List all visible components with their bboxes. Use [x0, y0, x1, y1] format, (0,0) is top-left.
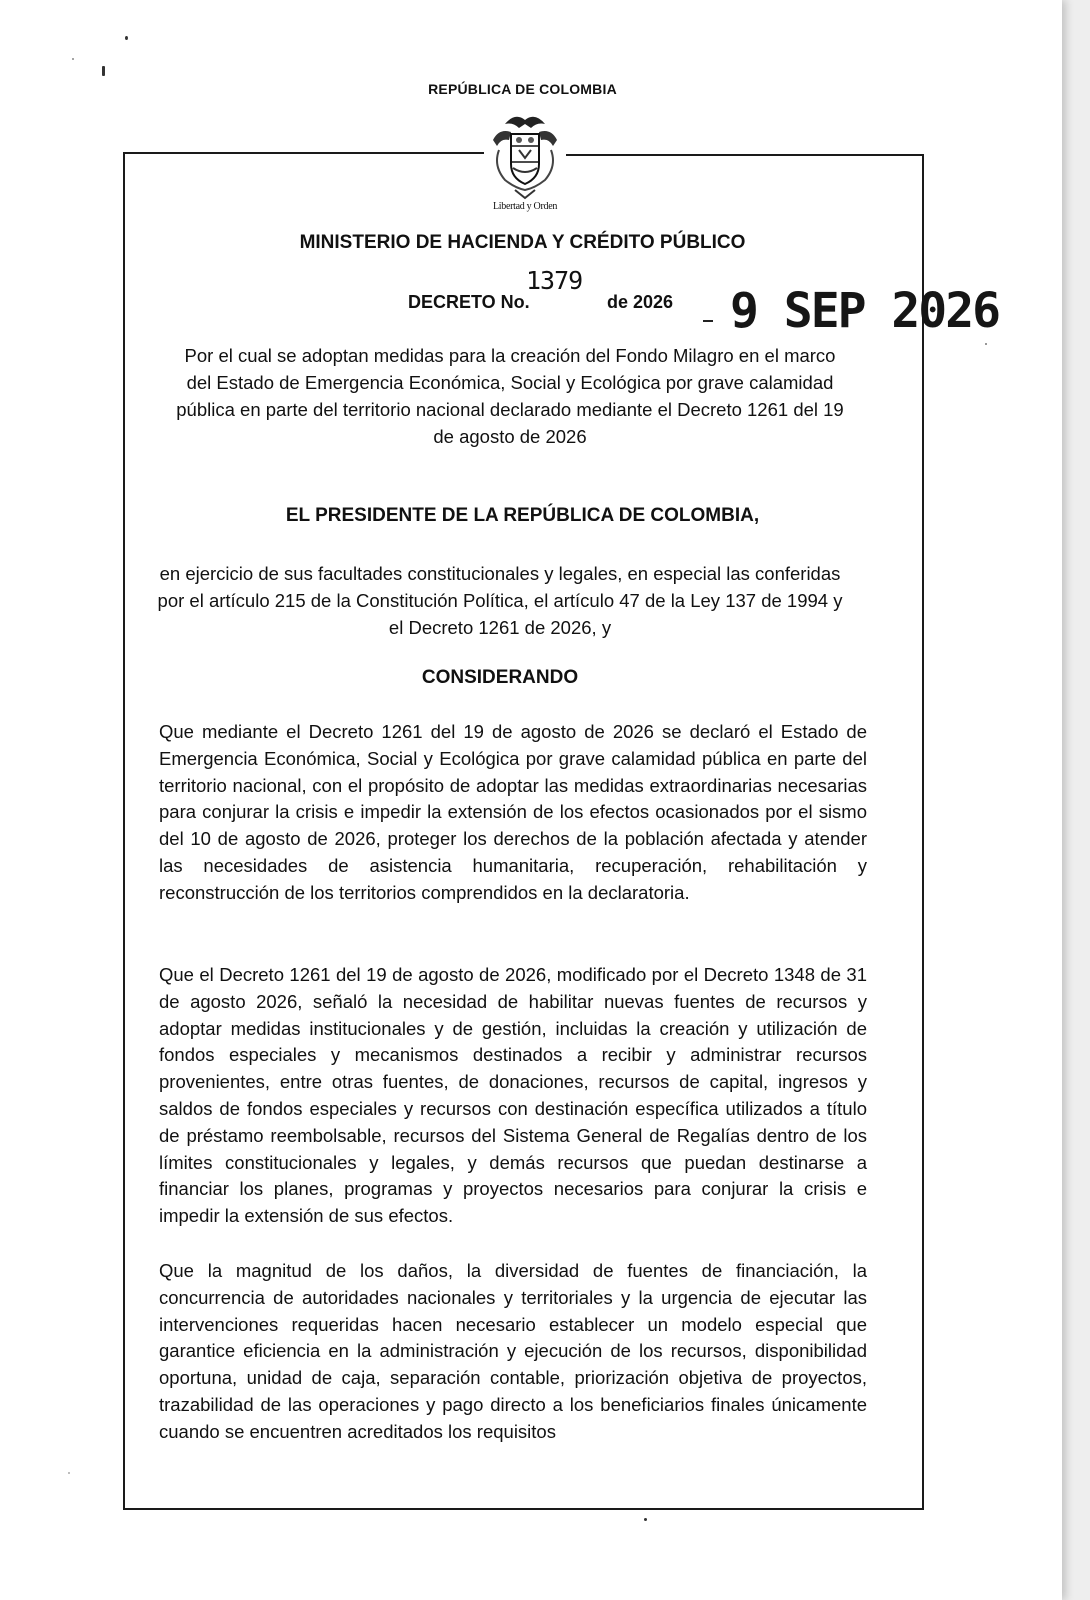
decree-summary: Por el cual se adoptan medidas para la creación del Fondo Milagro en el marco del Estado de Emergencia Económica, Social y Ecológica por grave calamidad pública en parte del territorio nacional declarado mediante el Decreto 1261 del 19 de agosto de 2026	[176, 345, 844, 447]
considering-paragraph: Que la magnitud de los daños, la diversidad de fuentes de financiación, la concurrencia de autoridades nacionales y territoriales y la urgencia de ejecutar las intervenciones requeridas hacen necesario establecer un modelo especial que garantice eficiencia en la administración y ejecución de los recursos, disponibilidad oportuna, unidad de caja, separación contable, priorización objetiva de proyectos, trazabilidad de las operaciones y pago directo a los beneficiarios finales únicamente cuando se encuentren acreditados los requisitos	[159, 1260, 867, 1442]
crest-motto: Libertad y Orden	[492, 201, 558, 212]
scan-speck	[72, 58, 74, 60]
stamp-dash	[703, 320, 713, 322]
scan-speck	[985, 343, 987, 345]
decree-number: 1379	[526, 266, 583, 295]
president-heading: EL PRESIDENTE DE LA REPÚBLICA DE COLOMBIA,	[285, 505, 760, 526]
considering-paragraph: Que mediante el Decreto 1261 del 19 de agosto de 2026 se declaró el Estado de Emergencia Económica, Social y Ecológica por grave calamidad pública en parte del territorio nacional, con el propósito de adoptar las medidas extraordinarias necesarias para conjurar la crisis e impedir la extensión de los efectos ocasionados por el sismo del 10 de agosto de 2026, proteger los derechos de la población afectada y atender las necesidades de asistencia humanitaria, recuperación, rehabilitación y reconstrucción de los territorios comprendidos en la declaratoria.	[159, 721, 867, 903]
ministry-heading: MINISTERIO DE HACIENDA Y CRÉDITO PÚBLICO	[299, 232, 746, 253]
decree-label: DECRETO No.	[408, 292, 530, 312]
coat-of-arms-icon	[485, 110, 565, 202]
faculties-text: en ejercicio de sus facultades constitucionales y legales, en especial las conferidas por el artículo 215 de la Constitución Política, el artículo 47 de la Ley 137 de 1994 y el Decreto 1261 de 2026, y	[157, 563, 843, 638]
considering-paragraph: Que el Decreto 1261 del 19 de agosto de 2026, modificado por el Decreto 1348 de 31 de agosto 2026, señaló la necesidad de habilitar nuevas fuentes de recursos y adoptar medidas institucionales y de gestión, incluidas la creación y utilización de fondos especiales y mecanismos destinados a recibir y administrar recursos provenientes, entre otras fuentes, de donaciones, recursos de capital, ingresos y saldos de fondos especiales y recursos con destinación específica utilizados a título de préstamo reembolsable, recursos del Sistema General de Regalías dentro de los límites constitucionales y legales, y demás recursos que puedan destinarse a financiar los planes, programas y proyectos necesarios para conjurar la crisis e impedir la extensión de sus efectos.	[159, 964, 867, 1227]
decree-year: de 2026	[607, 292, 674, 312]
date-stamp: 9 SEP 2026	[730, 283, 999, 339]
scan-speck	[102, 66, 105, 76]
scan-speck	[68, 1472, 70, 1474]
republic-heading: REPÚBLICA DE COLOMBIA	[428, 81, 617, 97]
scan-speck	[125, 36, 128, 40]
scan-speck	[644, 1518, 647, 1521]
considering-heading: CONSIDERANDO	[421, 667, 579, 688]
